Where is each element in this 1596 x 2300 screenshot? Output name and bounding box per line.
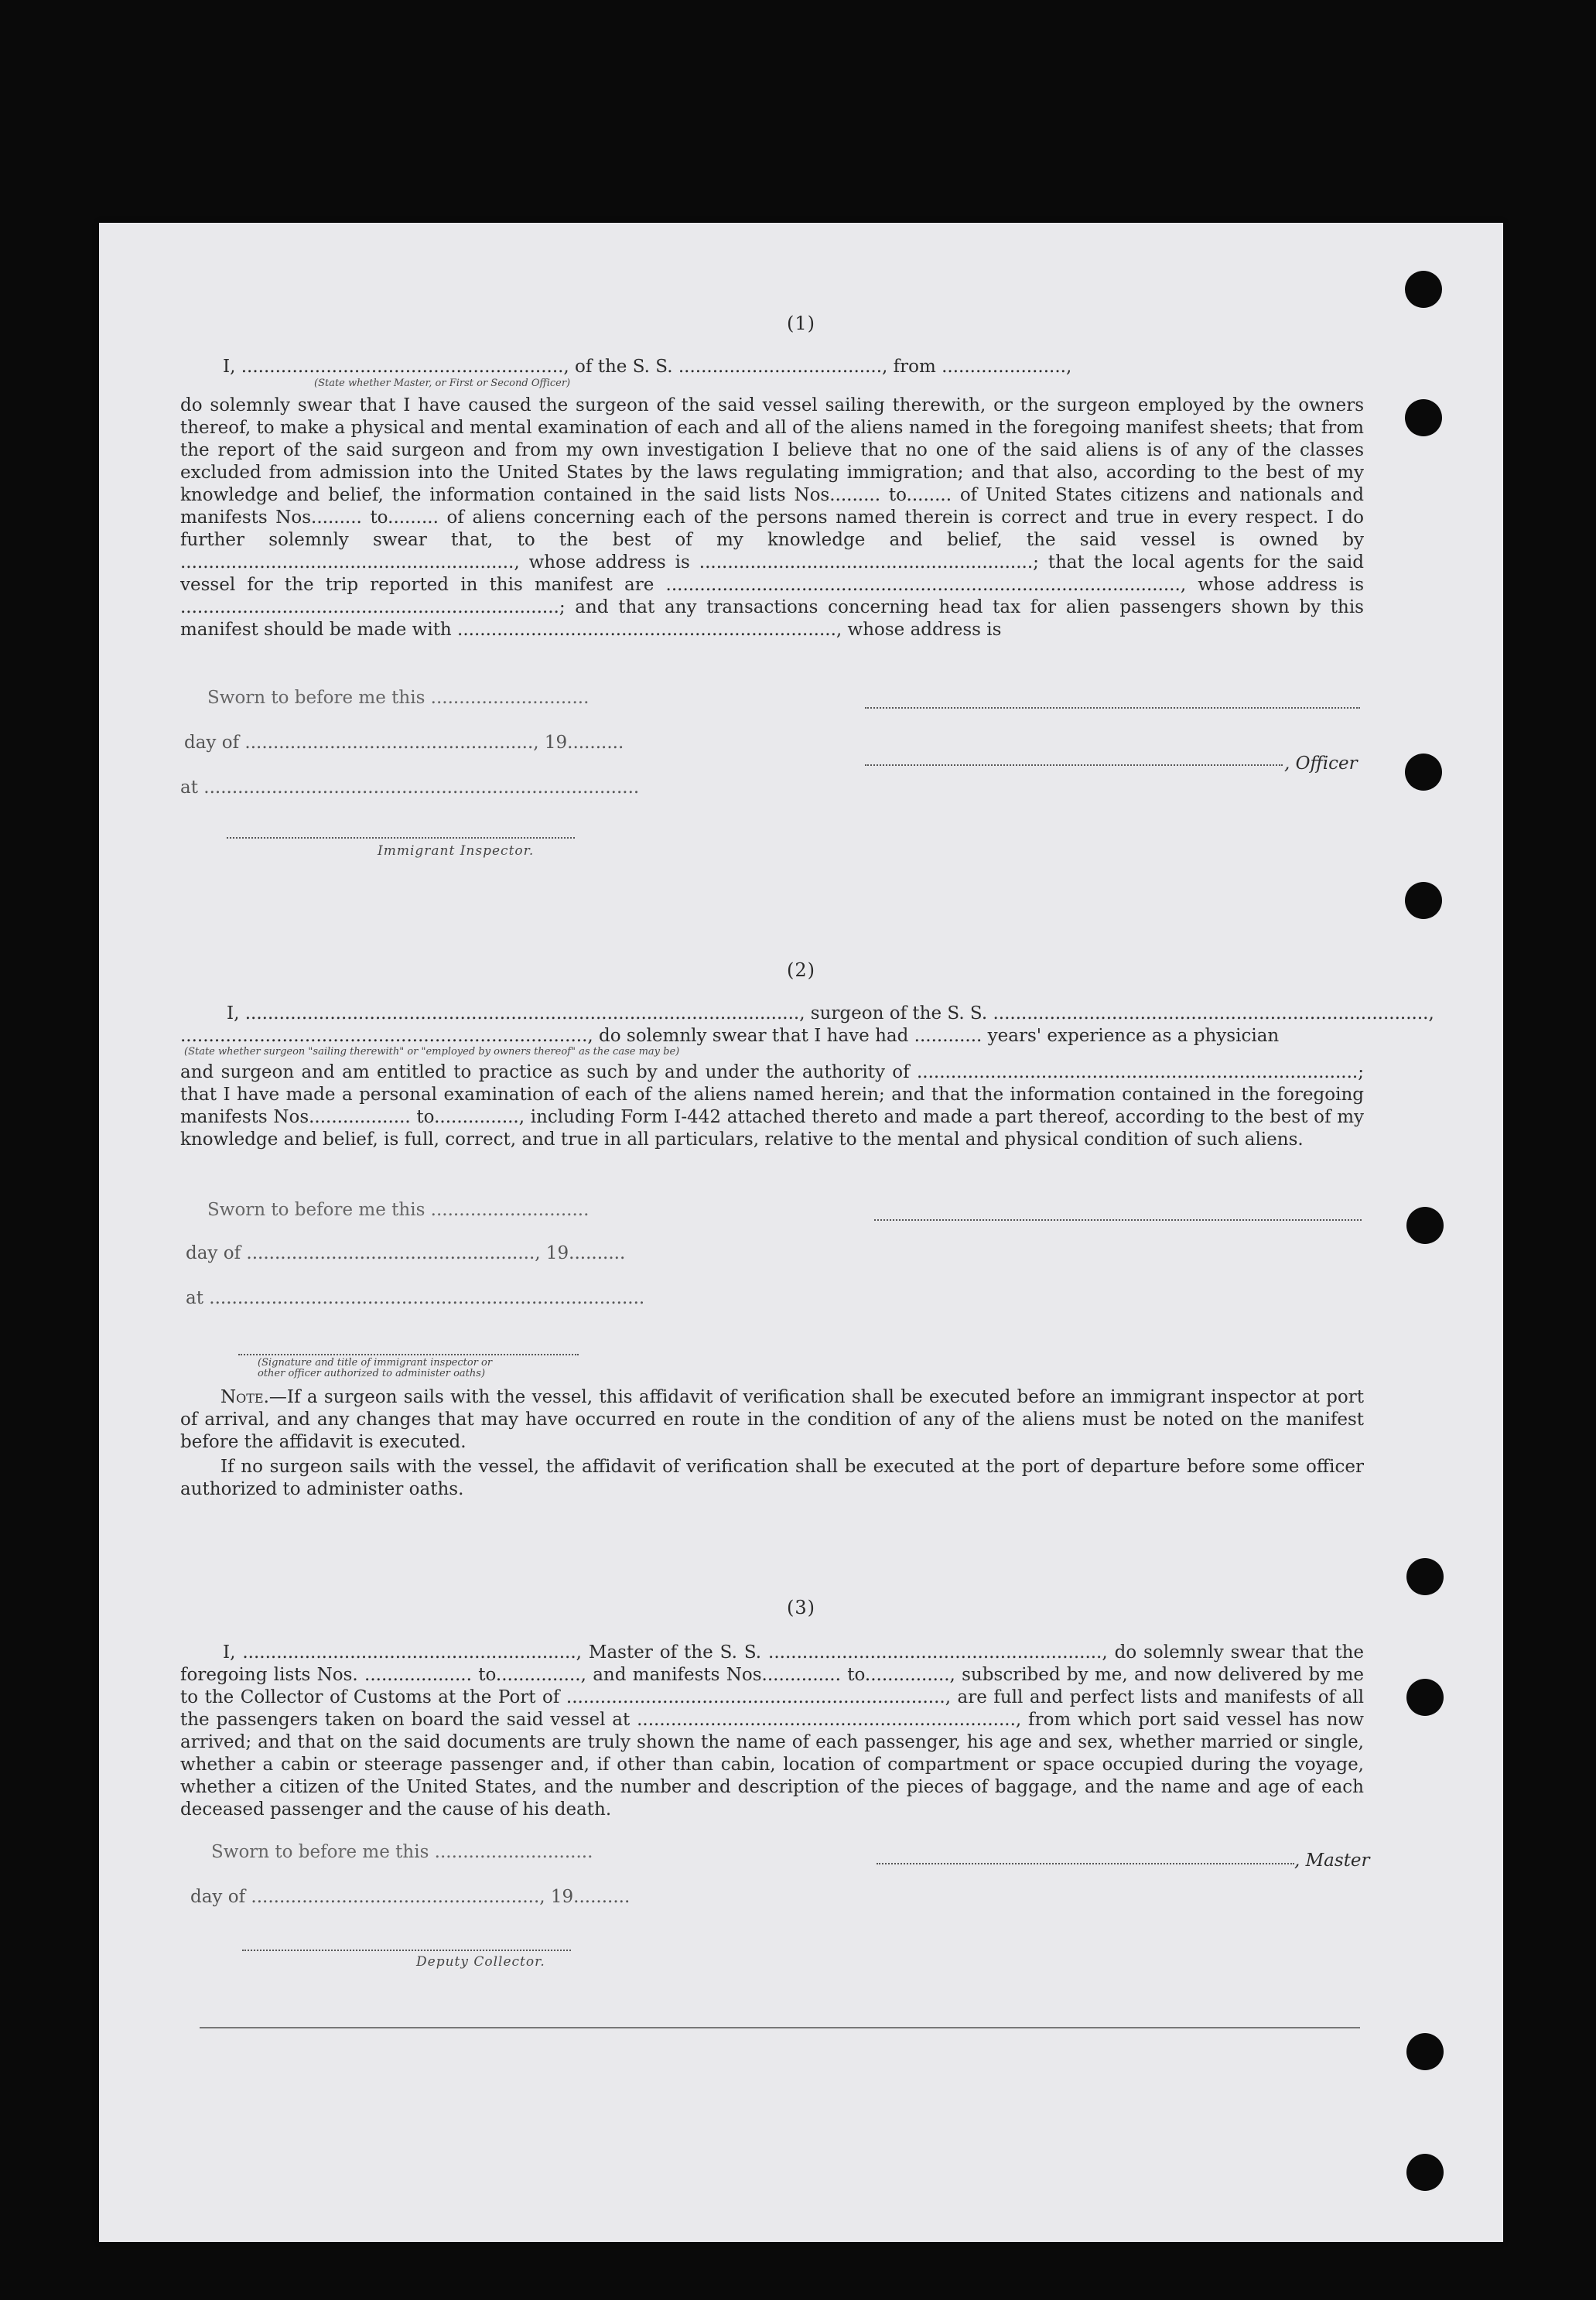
collector-signature-line (242, 1948, 571, 1951)
binder-hole (1406, 1207, 1444, 1244)
binder-hole (1405, 399, 1442, 436)
binder-hole (1406, 2154, 1444, 2191)
day-line: day of ..................................................., 19.......... (190, 1887, 631, 1907)
section2-second-line: ........................................................................, do solemnly swear that I have had ............ years' experience as a physician (180, 1026, 1280, 1046)
note-paragraph-2: If no surgeon sails with the vessel, the affidavit of verification shall be executed at the port of departure before some officer authorized to administer oaths. (180, 1457, 1364, 1499)
officer-signature-line (865, 706, 1360, 709)
surgeon-caption: (State whether surgeon "sailing therewith" or "employed by owners thereof" as the case may be) (184, 1046, 680, 1058)
surgeon-signature-line (874, 1218, 1362, 1221)
binder-hole (1406, 1558, 1444, 1595)
binder-hole (1405, 271, 1442, 308)
oath-officer-signature-line (238, 1352, 579, 1355)
officer-signature-line (865, 763, 1283, 766)
signature-caption: other officer authorized to administer oaths) (258, 1368, 486, 1379)
day-line: day of ..................................................., 19.......... (184, 733, 624, 753)
section-number: (2) (787, 959, 815, 981)
inspector-caption: Immigrant Inspector. (378, 843, 535, 859)
section-number: (1) (787, 313, 815, 334)
inspector-signature-line (227, 836, 575, 839)
at-line: at ............................................................................. (180, 777, 640, 798)
sworn-line: Sworn to before me this ............................ (211, 1842, 593, 1862)
master-signature-line (877, 1861, 1294, 1864)
note-text: —If a surgeon sails with the vessel, this affidavit of verification shall be executed before an immigrant inspector at port of arrival, and any changes that may have occurred en route in the condition of any of the aliens must be noted on the manifest before the affidavit is executed. (180, 1387, 1364, 1452)
sworn-line: Sworn to before me this ............................ (207, 1200, 590, 1220)
section2-first-line: I, .................................................................................................., surgeon of the S. S. ............................................................................., (227, 1003, 1434, 1024)
section1-oath-text: do solemnly swear that I have caused the surgeon of the said vessel sailing therewith, or the surgeon employed by the owners thereof, to make a physical and mental examination of each and all of the aliens named in the foregoing manifest sheets; that from the report of the said surgeon and from my own investigation I believe that no one of the said aliens is of any of the classes excluded from admission into the United States by the laws regulating immigration; and that also, according to the best of my knowledge and belief, the information contained in the said lists Nos......... to........ of United States citizens and nationals and manifests Nos......... to......... of aliens concerning each of the persons named therein is correct and true in every respect. I do further solemnly swear that, to the best of my knowledge and belief, the said vessel is owned by ..........................................................., whose address is ...........................................................; that the local agents for the said vessel for the trip reported in this manifest are ..........................................................................................., whose address is ...................................................................; and that any transactions concerning head tax for alien passengers shown by this manifest should be made with ..................................................................., whose address is (180, 395, 1364, 640)
binder-hole (1405, 882, 1442, 919)
master-caption: (State whether Master, or First or Second Officer) (314, 378, 571, 389)
sworn-line: Sworn to before me this ............................ (207, 688, 590, 708)
section-number: (3) (787, 1597, 815, 1618)
binder-hole (1406, 1679, 1444, 1716)
section1-first-line: I, ........................................................., of the S. S. ...................................., from ......................, (223, 357, 1072, 377)
binder-hole (1405, 754, 1442, 791)
master-label: , Master (1294, 1851, 1370, 1871)
signature-caption: (Signature and title of immigrant inspector or (258, 1357, 493, 1369)
at-line: at ............................................................................. (186, 1288, 645, 1308)
form-sheet (99, 223, 1503, 2242)
collector-caption: Deputy Collector. (416, 1954, 545, 1970)
bottom-rule (200, 2027, 1360, 2028)
officer-label: , Officer (1284, 754, 1358, 774)
binder-hole (1406, 2033, 1444, 2070)
note-lead: Note. (220, 1387, 269, 1407)
day-line: day of ..................................................., 19.......... (186, 1243, 626, 1263)
section2-oath-text: and surgeon and am entitled to practice as such by and under the authority of ..............................................................................; that I have made a personal examination of each of the aliens named herein; and that the information contained in the foregoing manifests Nos.................. to..............., including Form I-442 attached thereto and made a part thereof, according to the best of my knowledge and belief, is full, correct, and true in all particulars, relative to the mental and physical condition of such aliens. (180, 1062, 1364, 1150)
note-paragraph (180, 1386, 1364, 1454)
section3-oath-text: I, ..........................................................., Master of the S. S. ..........................................................., do solemnly swear that the foregoing lists Nos. ................... to..............., and manifests Nos.............. to..............., subscribed by me, and now delivered by me to the Collector of Customs at the Port of ..................................................................., are full and perfect lists and manifests of all the passengers taken on board the said vessel at ..................................................................., from which port said vessel has now arrived; and that on the said documents are truly shown the name of each passenger, his age and sex, whether married or single, whether a cabin or steerage passenger and, if other than cabin, location of compartment or space occupied during the voyage, whether a citizen of the United States, and the number and description of the pieces of baggage, and the name and age of each deceased passenger and the cause of his death. (180, 1642, 1364, 1820)
